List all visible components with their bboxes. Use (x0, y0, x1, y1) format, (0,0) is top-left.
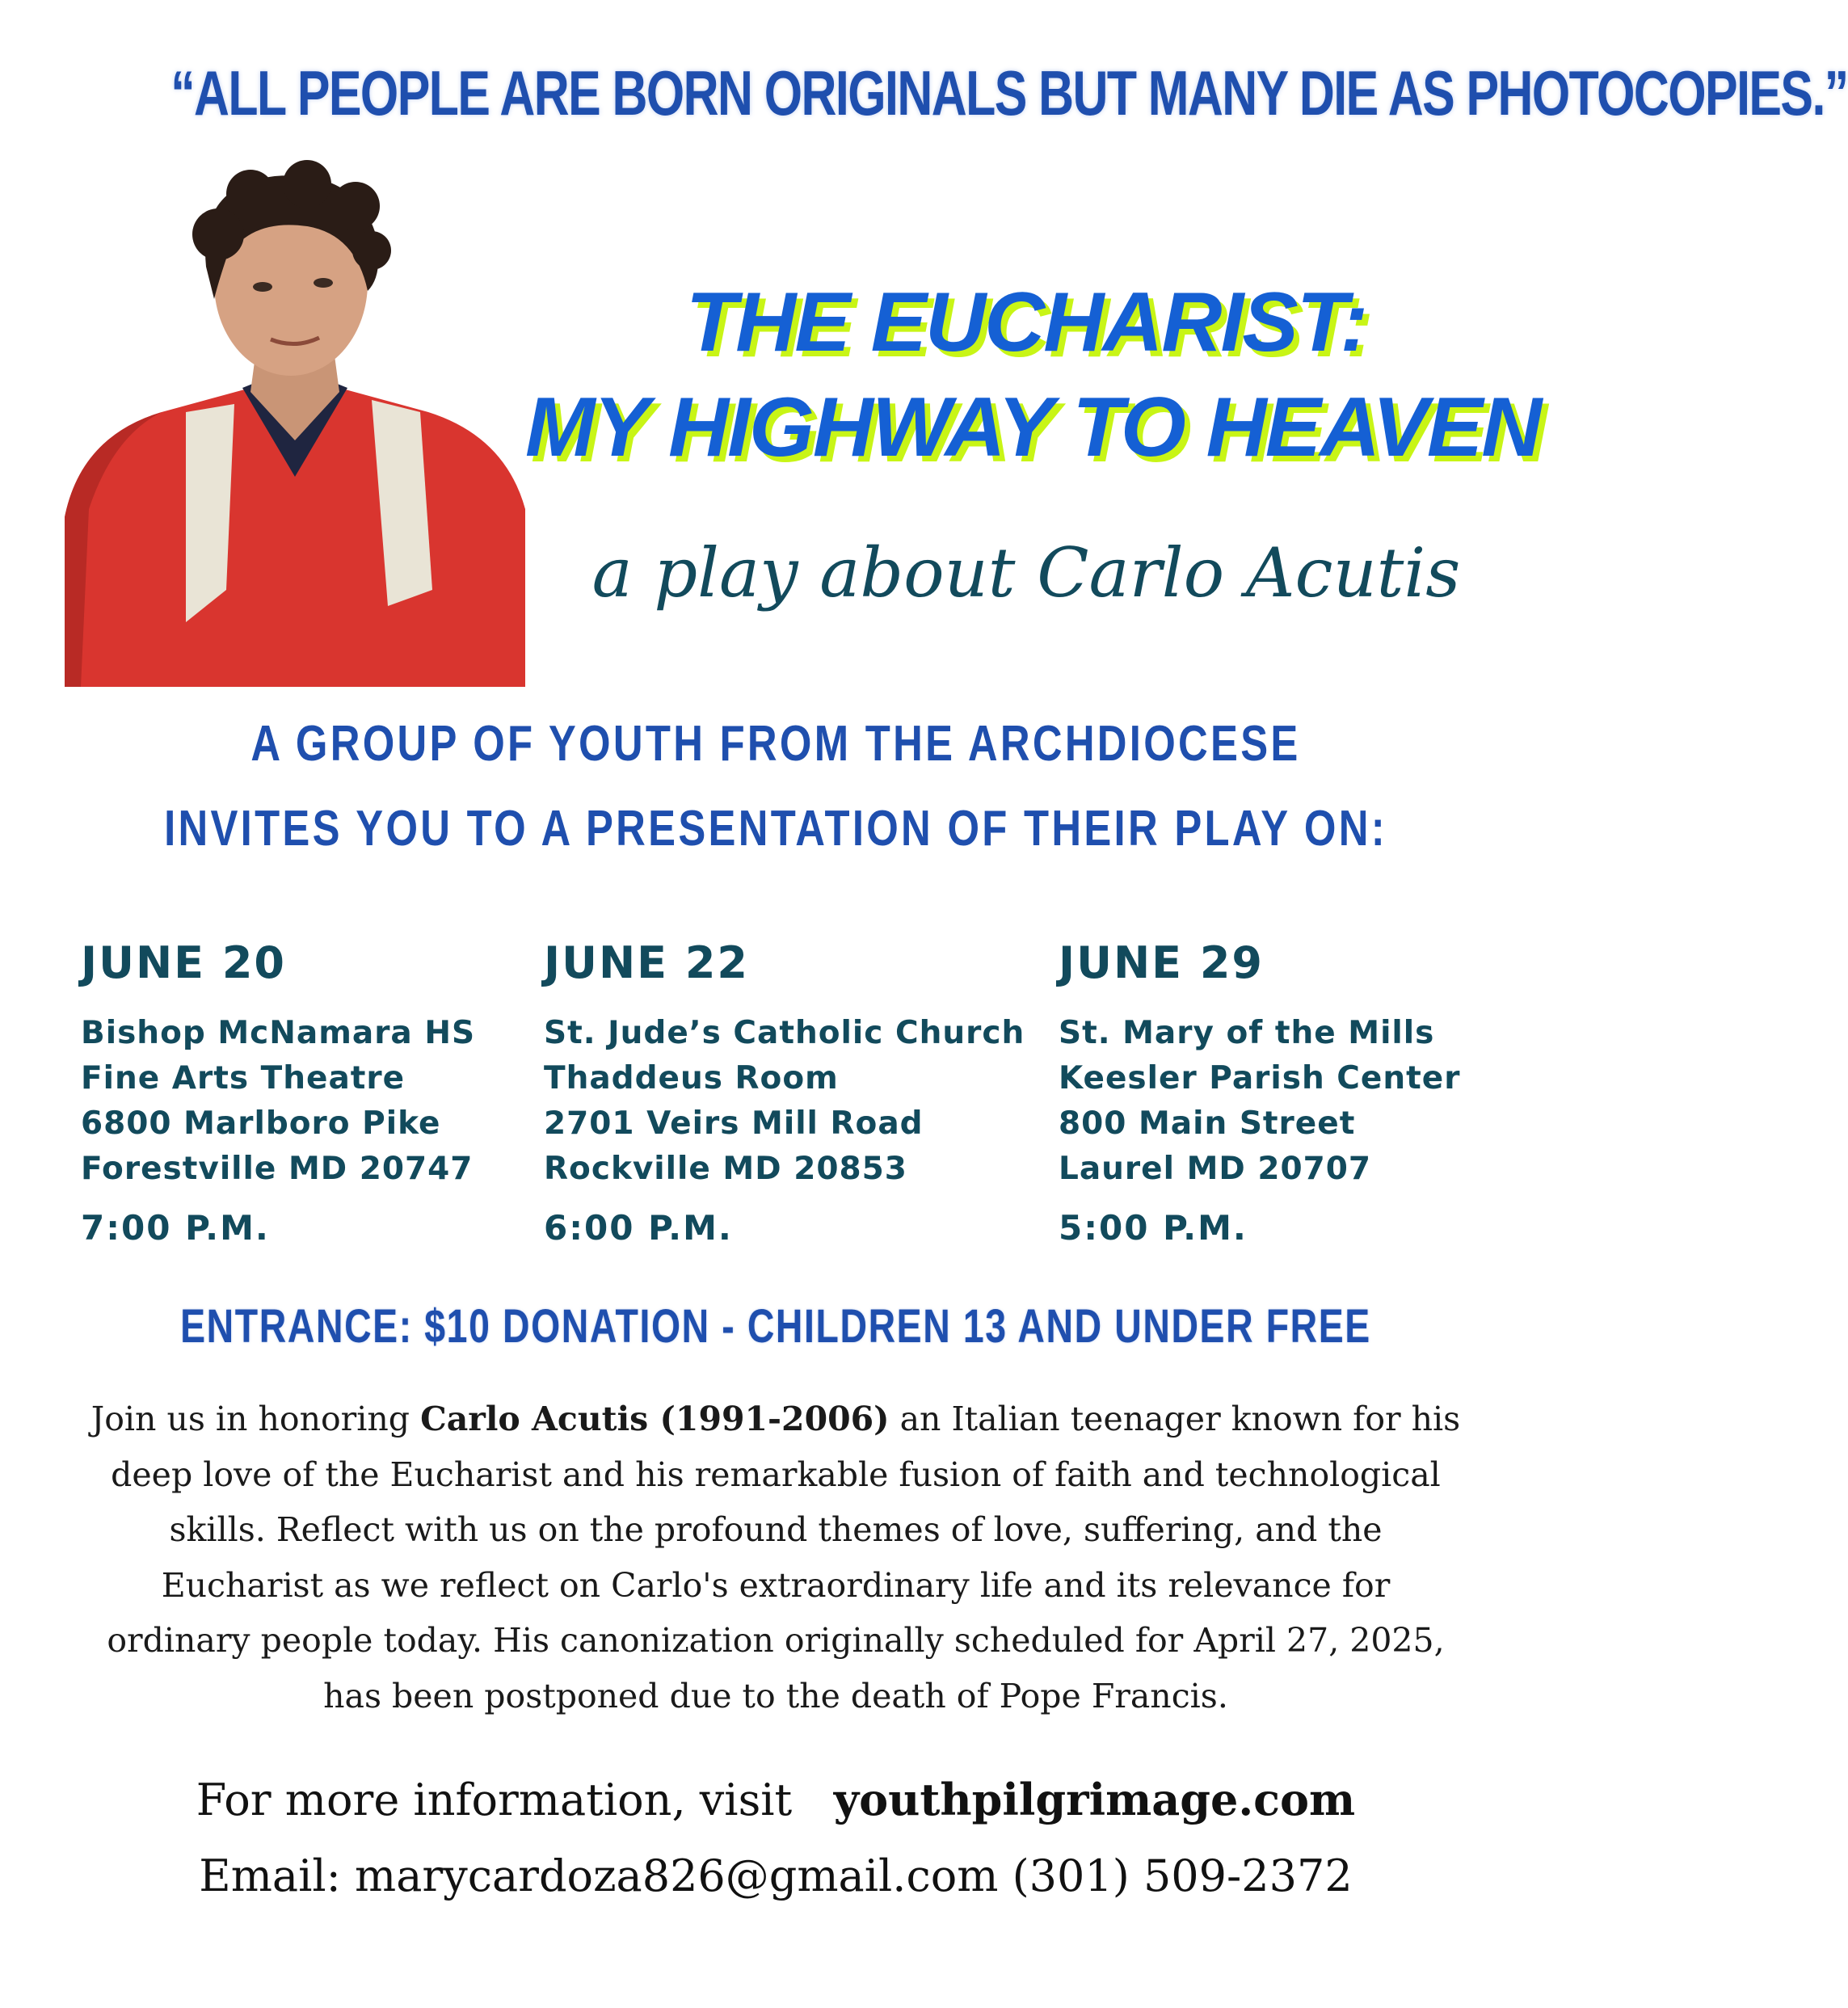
event-date: JUNE 20 (81, 937, 286, 988)
portrait-illustration (65, 170, 525, 687)
description-line: deep love of the Eucharist and his remarkable fusion of faith and technological (111, 1454, 1441, 1494)
more-info-label: For more information, visit (196, 1774, 793, 1825)
event-city: Rockville MD 20853 (544, 1151, 907, 1187)
event-june-29 (1059, 937, 1460, 1248)
event-date: JUNE 22 (544, 937, 749, 988)
entrance-fee: ENTRANCE: $10 DONATION - CHILDREN 13 AND UNDER FREE (180, 1300, 1371, 1353)
header-quote: “ALL PEOPLE ARE BORN ORIGINALS BUT MANY DIE AS PHOTOCOPIES.” (170, 57, 1848, 128)
description-paragraph (57, 1391, 1495, 1724)
play-title-line1: THE EUCHARIST: (685, 276, 1367, 369)
event-city: Laurel MD 20707 (1059, 1151, 1372, 1187)
event-june-20 (81, 937, 475, 1248)
event-room: Thaddeus Room (544, 1060, 839, 1097)
event-room: Fine Arts Theatre (81, 1060, 406, 1097)
invite-line2: INVITES YOU TO A PRESENTATION OF THEIR PLAY ON: (164, 801, 1387, 857)
play-title-line2: MY HIGHWAY TO HEAVEN (525, 381, 1541, 474)
event-venue: St. Mary of the Mills (1059, 1015, 1435, 1051)
invite-line1: A GROUP OF YOUTH FROM THE ARCHDIOCESE (250, 716, 1301, 772)
event-time: 6:00 P.M. (544, 1208, 733, 1248)
description-line: skills. Reflect with us on the profound themes of love, suffering, and the (169, 1510, 1383, 1549)
event-time: 7:00 P.M. (81, 1208, 270, 1248)
carlo-acutis-photo (65, 170, 525, 687)
event-street: 800 Main Street (1059, 1105, 1356, 1142)
carlo-name-bold: Carlo Acutis (1991-2006) (420, 1400, 890, 1438)
event-venue: Bishop McNamara HS (81, 1015, 476, 1051)
description-line: ordinary people today. His canonization originally scheduled for April 27, 2025, (107, 1621, 1445, 1660)
event-venue: St. Jude’s Catholic Church (544, 1015, 1025, 1051)
event-city: Forestville MD 20747 (81, 1151, 474, 1187)
event-street: 6800 Marlboro Pike (81, 1105, 441, 1142)
email-phone-line: Email: marycardoza826@gmail.com (301) 509-2372 (199, 1850, 1353, 1901)
event-time: 5:00 P.M. (1059, 1208, 1248, 1248)
description-line: Join us in honoring Carlo Acutis (1991-2006) an Italian teenager known for his (91, 1400, 1461, 1438)
description-line: has been postponed due to the death of Pope Francis. (323, 1676, 1228, 1715)
website-link[interactable]: youthpilgrimage.com (833, 1774, 1356, 1825)
description-line: Eucharist as we reflect on Carlo's extraordinary life and its relevance for (161, 1565, 1391, 1605)
event-room: Keesler Parish Center (1059, 1060, 1461, 1097)
event-date: JUNE 29 (1059, 937, 1264, 988)
event-june-22 (544, 937, 1025, 1248)
play-subtitle: a play about Carlo Acutis (591, 533, 1461, 613)
event-street: 2701 Veirs Mill Road (544, 1105, 924, 1142)
more-info-line (0, 1774, 1551, 1825)
